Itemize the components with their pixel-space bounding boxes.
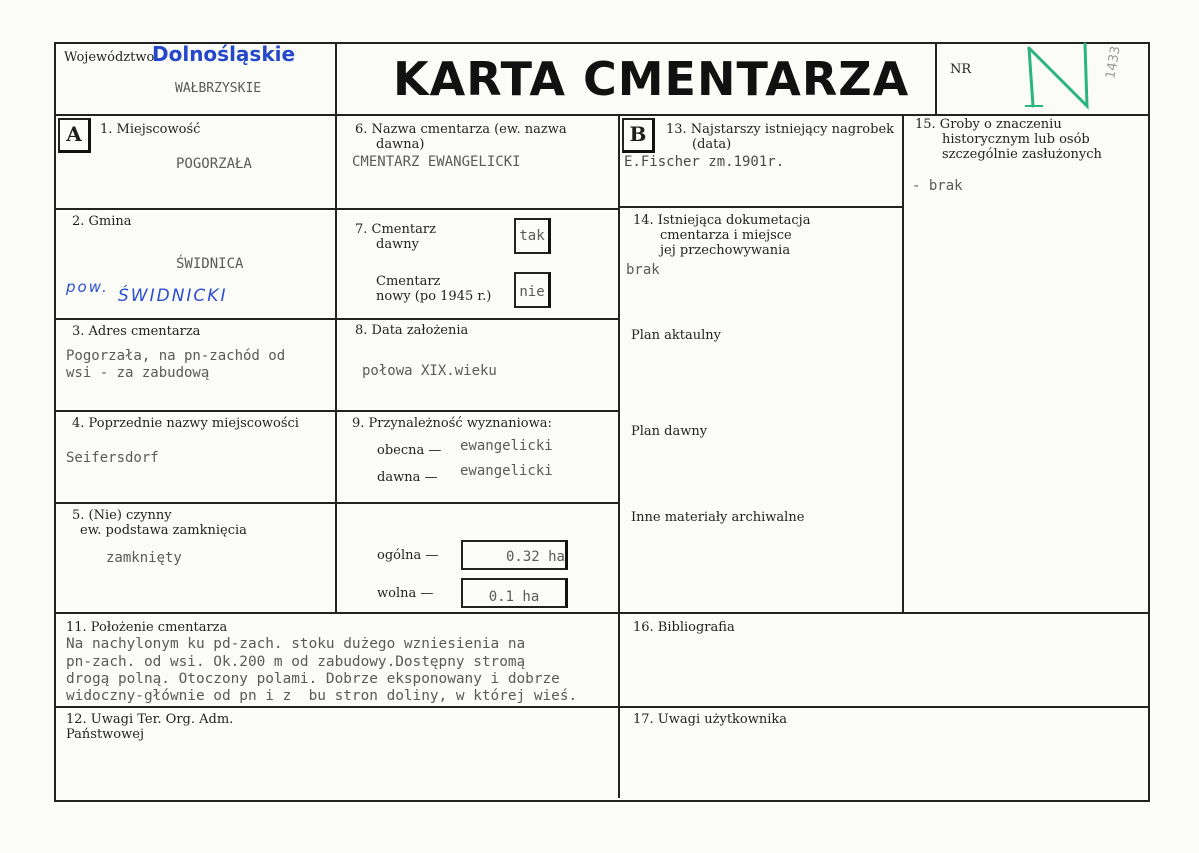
plan-aktualny-label: Plan aktaulny — [631, 328, 722, 343]
field-10-wolna-label: wolna — — [377, 586, 434, 601]
field-12-label-line2: Państwowej — [66, 727, 144, 742]
field-8-value: połowa XIX.wieku — [362, 363, 497, 379]
field-9-obecna-value: ewangelicki — [460, 438, 553, 454]
field-14-value: brak — [626, 262, 660, 278]
field-10-wolna-box: 0.1 ha — [461, 578, 568, 608]
field-13-value: E.Fischer zm.1901r. — [624, 154, 785, 170]
field-11-line3: drogą polną. Otoczony polami. Dobrze eksponowany i dobrze — [66, 671, 560, 687]
field-6-label-line2: dawna) — [376, 137, 425, 152]
field-7-label-line1: 7. Cmentarz — [355, 222, 436, 237]
field-15-label-line3: szczególnie zasłużonych — [942, 147, 1102, 162]
field-4-label: 4. Poprzednie nazwy miejscowości — [72, 416, 299, 431]
field-9-dawna-value: ewangelicki — [460, 463, 553, 479]
field-2-handwritten-prefix: pow. — [66, 278, 109, 296]
field-11-line4: widoczny-głównie od pn i z bu stron doliny, w której wieś. — [66, 688, 578, 704]
inne-materialy-label: Inne materiały archiwalne — [631, 510, 805, 525]
field-14-label-line3: jej przechowywania — [660, 243, 791, 258]
field-7-dawny-box: tak — [514, 218, 551, 254]
wojewodztwo-value: WAŁBRZYSKIE — [175, 81, 262, 96]
divider — [902, 114, 904, 612]
field-7-label-line2: dawny — [376, 237, 419, 252]
field-11-label: 11. Położenie cmentarza — [66, 620, 228, 635]
field-9-dawna-label: dawna — — [377, 470, 438, 485]
field-17-label: 17. Uwagi użytkownika — [633, 712, 788, 727]
field-2-value: ŚWIDNICA — [176, 256, 244, 272]
field-9-label: 9. Przynależność wyznaniowa: — [352, 416, 552, 431]
field-1-label: 1. Miejscowość — [100, 122, 201, 137]
field-2-handwritten-value: ŚWIDNICKI — [118, 286, 228, 306]
field-3-value-line1: Pogorzała, na pn-zachód od — [66, 348, 286, 364]
field-10-ogolna-label: ogólna — — [377, 548, 439, 563]
field-2-label: 2. Gmina — [72, 214, 132, 229]
field-10-ogolna-box: 0.32 ha — [461, 540, 568, 570]
divider — [54, 612, 1148, 614]
plan-dawny-label: Plan dawny — [631, 424, 708, 439]
field-7-nowy-box: nie — [514, 272, 551, 308]
field-5-label-line2: ew. podstawa zamknięcia — [80, 523, 247, 538]
field-3-label: 3. Adres cmentarza — [72, 324, 201, 339]
wojewodztwo-stamp: Dolnośląskie — [152, 42, 296, 66]
field-15-value: - brak — [912, 178, 963, 194]
field-7-nowy-label-line1: Cmentarz — [376, 274, 441, 289]
field-4-value: Seifersdorf — [66, 450, 159, 466]
field-8-label: 8. Data założenia — [355, 323, 469, 338]
field-11-line1: Na nachylonym ku pd-zach. stoku dużego wzniesienia na — [66, 636, 526, 652]
field-16-label: 16. Bibliografia — [633, 620, 735, 635]
field-9-obecna-label: obecna — — [377, 443, 442, 458]
field-1-value: POGORZAŁA — [176, 156, 252, 172]
field-6-value: CMENTARZ EWANGELICKI — [352, 154, 521, 170]
field-3-value-line2: wsi - za zabudową — [66, 365, 210, 381]
nr-label: NR — [950, 62, 972, 77]
section-a-badge: A — [58, 118, 91, 153]
field-13-label-line2: (data) — [692, 137, 732, 152]
nr-number: 1433 — [1103, 44, 1124, 81]
card-title: KARTA CMENTARZA — [393, 52, 910, 106]
divider — [54, 706, 1148, 708]
field-15-label-line2: historycznym lub osób — [942, 132, 1090, 147]
field-12-label-line1: 12. Uwagi Ter. Org. Adm. — [66, 712, 234, 727]
field-14-label-line2: cmentarza i miejsce — [660, 228, 792, 243]
divider — [618, 114, 620, 798]
divider — [335, 42, 337, 612]
field-13-label-line1: 13. Najstarszy istniejący nagrobek — [666, 122, 895, 137]
field-15-label-line1: 15. Groby o znaczeniu — [915, 117, 1062, 132]
wojewodztwo-label: Województwo — [64, 50, 155, 65]
field-5-label-line1: 5. (Nie) czynny — [72, 508, 172, 523]
field-11-line2: pn-zach. od wsi. Ok.200 m od zabudowy.Dostępny stromą — [66, 654, 526, 670]
field-14-label-line1: 14. Istniejąca dokumetacja — [633, 213, 811, 228]
divider — [54, 114, 1148, 116]
divider — [935, 42, 937, 114]
field-6-label-line1: 6. Nazwa cmentarza (ew. nazwa — [355, 122, 567, 137]
field-7-nowy-label-line2: nowy (po 1945 r.) — [376, 289, 492, 304]
field-5-value: zamknięty — [106, 550, 182, 566]
divider — [618, 206, 902, 208]
section-b-badge: B — [622, 118, 655, 153]
